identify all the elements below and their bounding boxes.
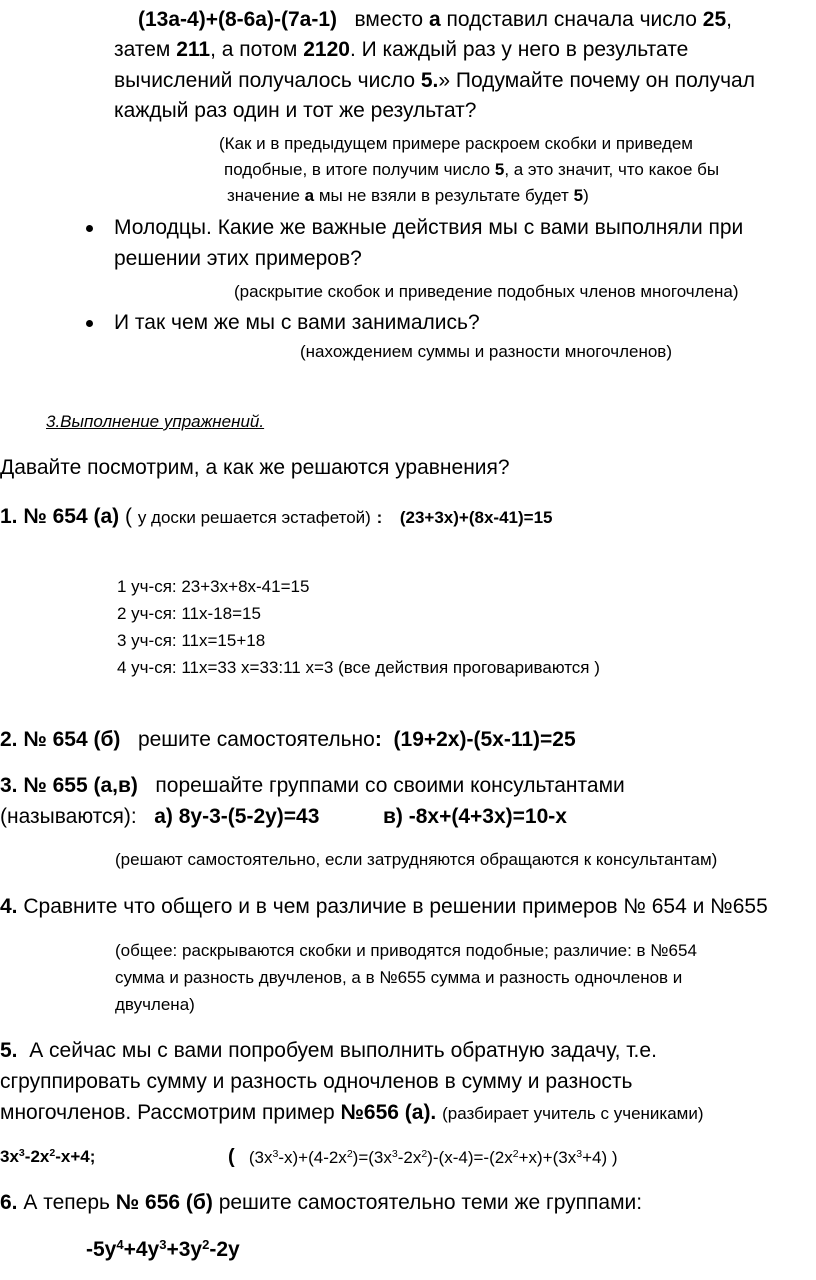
task-1-heading: 1. № 654 (а) ( у доски решается эстафетой) : (23+3x)+(8x-41)=15 (0, 505, 553, 528)
intro-line-4: каждый раз один и тот же результат? (114, 99, 477, 122)
task-5-number: 5. (0, 1039, 18, 1062)
task-1-step: 2 уч-ся: 11x-18=15 (117, 604, 261, 623)
task-5-line-2: сгруппировать сумму и разность одночленов в сумму и разность (0, 1070, 633, 1093)
task-2-heading: 2. № 654 (б) решите самостоятельно: (19+2x)-(5x-11)=25 (0, 728, 576, 751)
task-3-line-2: (называются): а) 8y-3-(5-2y)=43 в) -8x+(4+3x)=10-x (0, 803, 319, 831)
task-5-line-3: многочленов. Рассмотрим пример №656 (а). (разбирает учитель с учениками) (0, 1101, 704, 1124)
task-1-step: 1 уч-ся: 23+3x+8x-41=15 (117, 577, 310, 596)
task-2-equation: (19+2x)-(5x-11)=25 (393, 728, 576, 751)
task-4-note-line-1: (общее: раскрываются скобки и приводятся подобные; различие: в №654 (115, 941, 697, 960)
section-heading: 3.Выполнение упражнений. (46, 412, 265, 431)
task-1-equation: (23+3x)+(8x-41)=15 (399, 508, 553, 527)
task-3-equation-v: в) -8x+(4+3x)=10-x (383, 805, 567, 828)
task-1-number: 1. № 654 (а) (0, 505, 120, 528)
answer-1-line-3: значение а мы не взяли в результате будет 5) (227, 186, 589, 205)
lead-text: Давайте посмотрим, а как же решаются уравнения? (0, 456, 510, 479)
task-1-step: 4 уч-ся: 11x=33 x=33:11 x=3 (все действия проговариваются ) (117, 658, 600, 677)
task-4-note-line-3: двучлена) (115, 995, 195, 1014)
intro-line-2: затем 211, а потом 2120. И каждый раз у него в результате (114, 38, 689, 61)
task-6-number: 6. (0, 1191, 18, 1214)
bullet-2-line-1: И так чем же мы с вами занимались? (114, 311, 480, 334)
bullet-icon (86, 225, 93, 232)
task-4-note-line-2: сумма и разность двучленов, а в №655 сумма и разность одночленов и (115, 968, 683, 987)
bullet-2-answer: (нахождением суммы и разности многочленов) (300, 342, 672, 361)
answer-1-line-1: (Как и в предыдущем примере раскроем скобки и приведем (219, 134, 693, 153)
intro-line-3: вычислений получалось число 5.» Подумайте почему он получал (114, 69, 755, 92)
task-5-expression: $3x^3-2x^2-x+4$; (0, 1147, 96, 1166)
intro-line-1: (13a-4)+(8-6a)-(7a-1) вместо a подставил сначала число 25, (138, 8, 732, 31)
task-3-note: (решают самостоятельно, если затрудняются обращаются к консультантам) (115, 850, 718, 869)
task-2-number: 2. № 654 (б) (0, 728, 121, 751)
intro-expression: (13a-4)+(8-6a)-(7a-1) (138, 8, 337, 31)
task-4-number: 4. (0, 895, 18, 918)
task-5-solution: ( $(3x^3-x)+(4-2x^2)=(3x^3-2x^2)-(x-4)=-(2x^2+x)+(3x^3+4)$ ) (228, 1146, 618, 1168)
bullet-icon (86, 320, 93, 327)
task-3-equation-a: а) 8y-3-(5-2y)=43 (154, 805, 320, 828)
task-4-heading: 4. Сравните что общего и в чем различие в решении примеров № 654 и №655 (0, 895, 768, 918)
bullet-1-answer: (раскрытие скобок и приведение подобных членов многочлена) (234, 282, 739, 301)
task-3-heading: 3. № 655 (а,в) порешайте группами со своими консультантами (0, 774, 625, 797)
task-1-step: 3 уч-ся: 11x=15+18 (117, 631, 266, 650)
task-6-heading: 6. А теперь № 656 (б) решите самостоятельно теми же группами: (0, 1191, 643, 1214)
answer-1-line-2: подобные, в итоге получим число 5, а это значит, что какое бы (224, 160, 720, 179)
task-3-number: 3. № 655 (а,в) (0, 774, 138, 797)
task-5-line-1: 5. А сейчас мы с вами попробуем выполнить обратную задачу, т.е. (0, 1039, 657, 1062)
bullet-1-line-2: решении этих примеров? (114, 247, 362, 270)
task-6-expression: $-5y^4+4y^3+3y^2-2y$ (86, 1236, 240, 1261)
bullet-1-line-1: Молодцы. Какие же важные действия мы с вами выполняли при (114, 216, 744, 239)
